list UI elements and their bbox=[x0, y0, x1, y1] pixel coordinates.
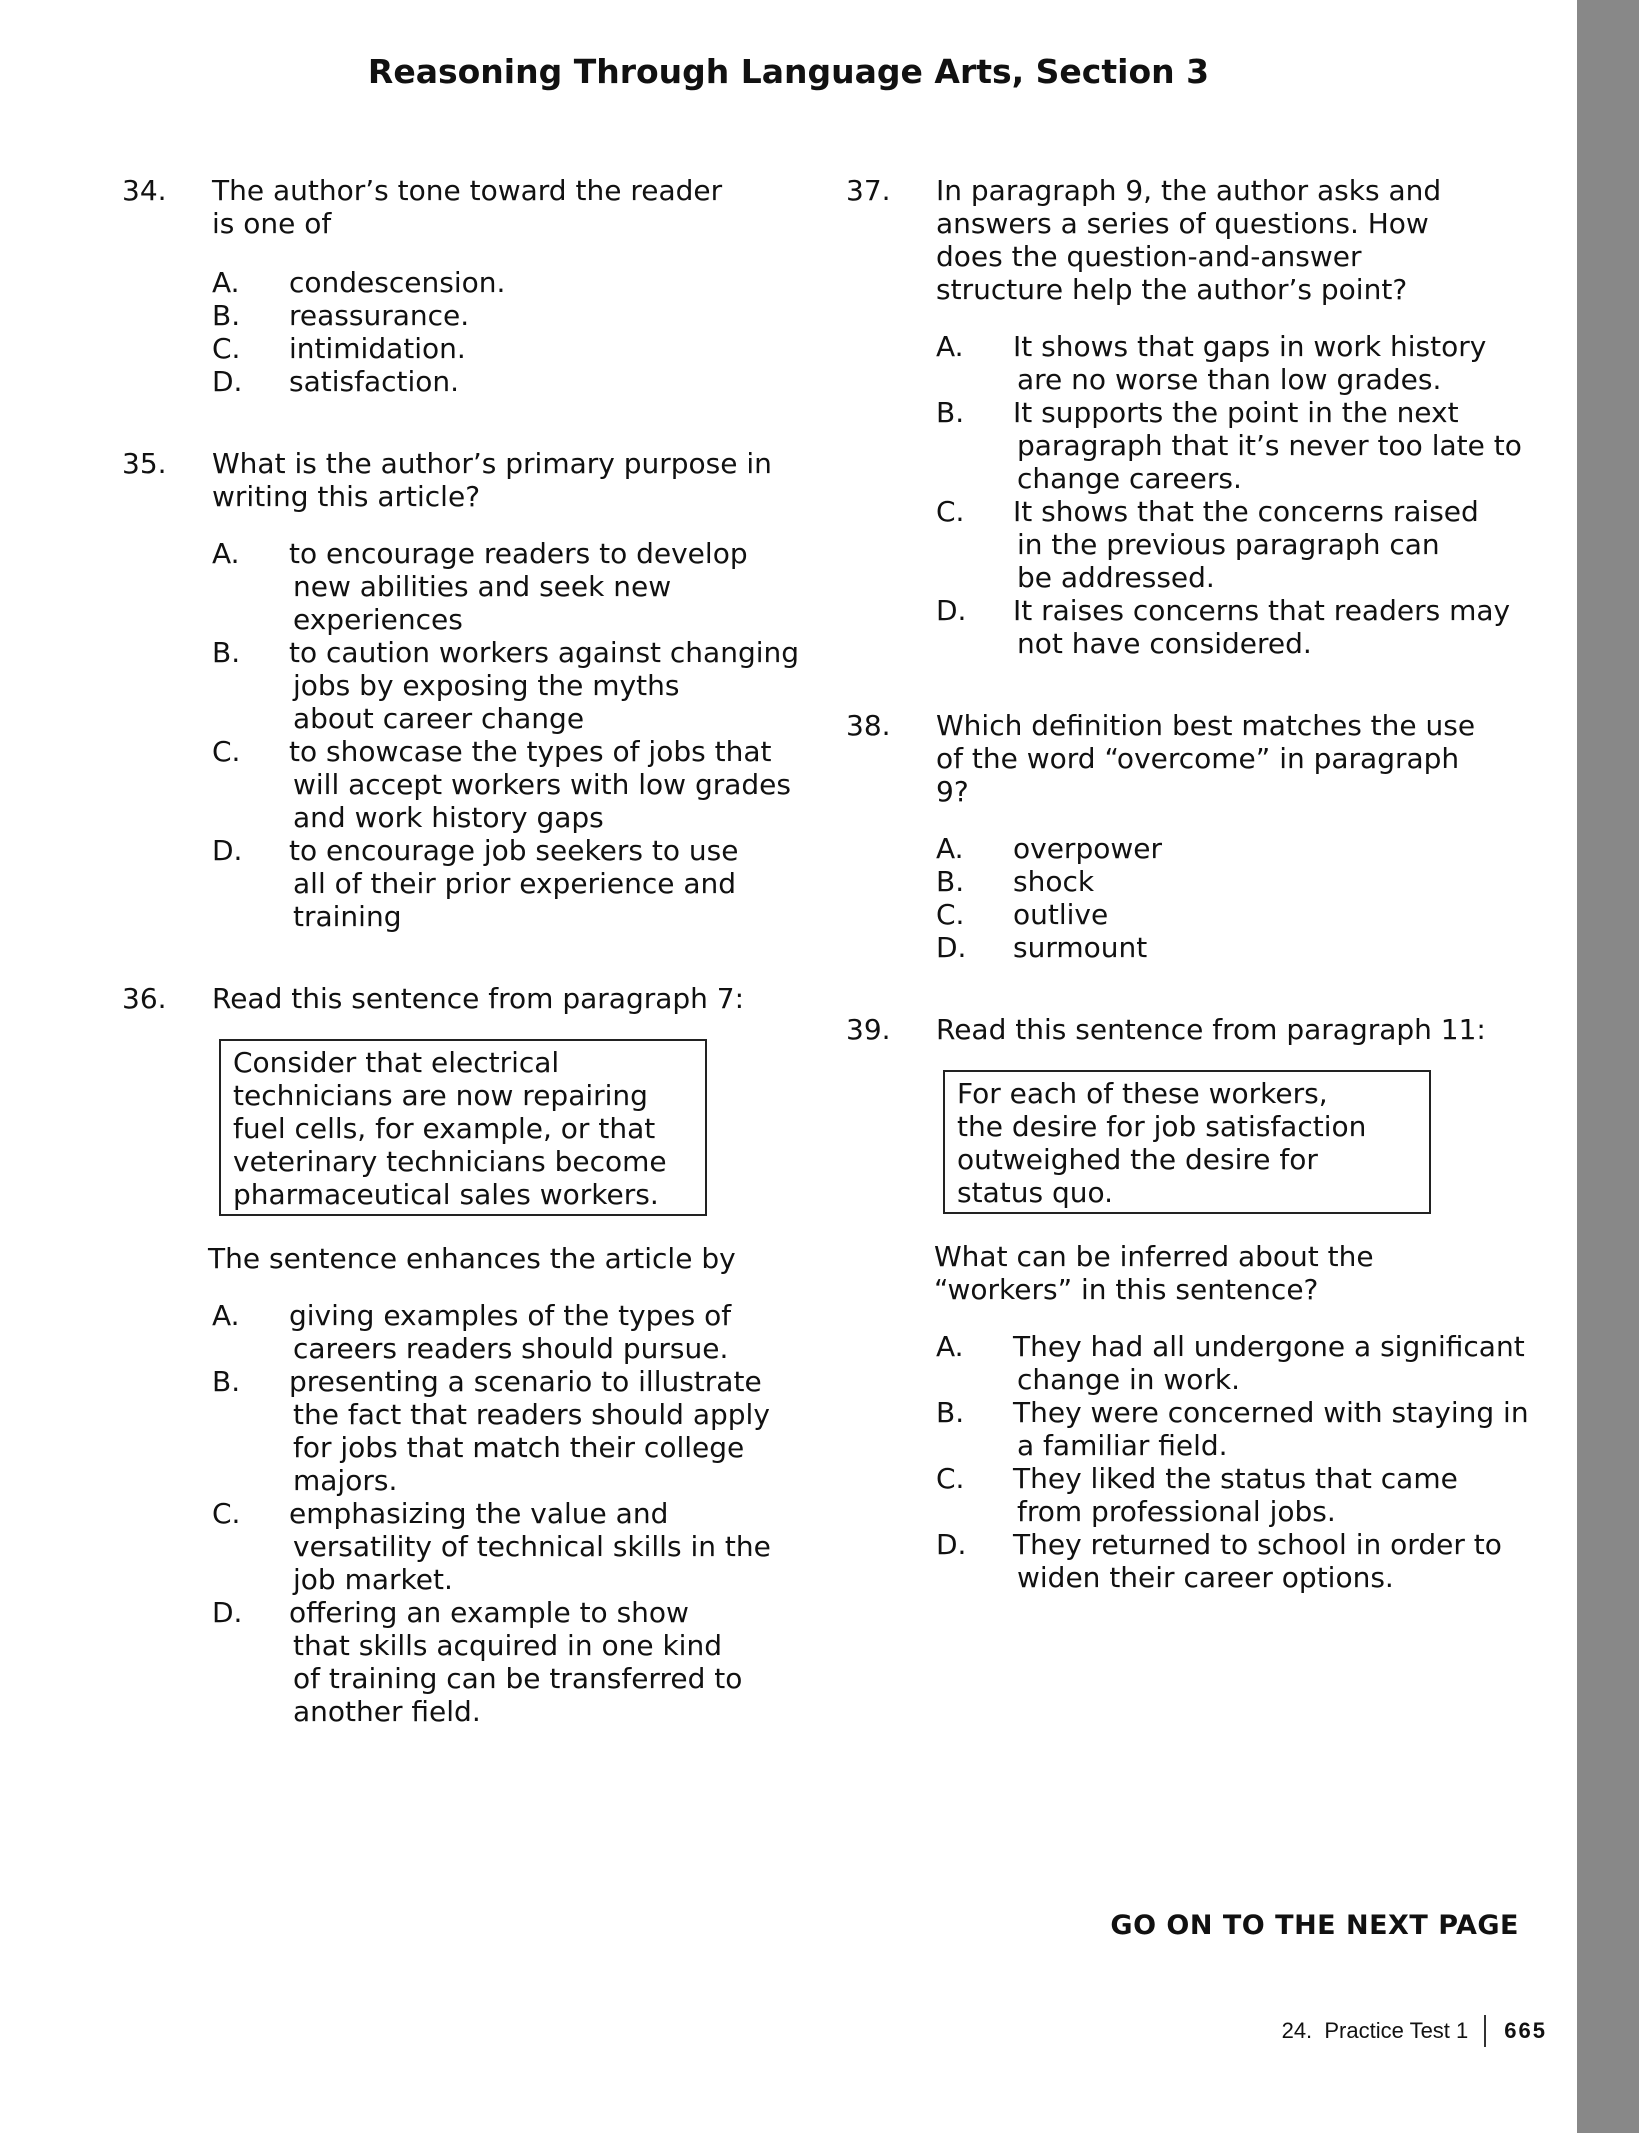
left-column bbox=[122, 174, 802, 1728]
option-text: It supports the point in the next paragraph that it’s never too late to change careers. bbox=[1013, 396, 1522, 495]
option-d[interactable] bbox=[936, 594, 1536, 660]
option-b[interactable] bbox=[212, 299, 802, 332]
page-number: 665 bbox=[1504, 2018, 1547, 2043]
option-letter: A. bbox=[936, 1330, 964, 1363]
option-text: to encourage job seekers to use all of their prior experience and training bbox=[289, 834, 739, 933]
option-text: They were concerned with staying in a familiar field. bbox=[1013, 1396, 1529, 1462]
question-35 bbox=[122, 447, 802, 933]
option-c[interactable] bbox=[212, 332, 802, 365]
option-letter: C. bbox=[936, 495, 965, 528]
option-letter: B. bbox=[212, 1365, 241, 1398]
question-stem: Read this sentence from paragraph 7: bbox=[212, 982, 745, 1015]
question-39 bbox=[846, 1013, 1529, 1594]
option-text: It raises concerns that readers may not have considered. bbox=[1013, 594, 1511, 660]
options-list bbox=[212, 537, 812, 933]
question-number: 38. bbox=[846, 709, 891, 742]
quoted-sentence: For each of these workers, the desire for job satisfaction outweighed the desire for status quo. bbox=[957, 1077, 1367, 1209]
option-a[interactable] bbox=[936, 330, 1536, 396]
option-text: It shows that the concerns raised in the previous paragraph can be addressed. bbox=[1013, 495, 1479, 594]
option-b[interactable] bbox=[212, 1365, 812, 1497]
option-text: to showcase the types of jobs that will accept workers with low grades and work history gaps bbox=[289, 735, 791, 834]
options-list bbox=[936, 1330, 1536, 1594]
option-text: to encourage readers to develop new abilities and seek new experiences bbox=[289, 537, 748, 636]
option-text: They liked the status that came from professional jobs. bbox=[1013, 1462, 1458, 1528]
question-37 bbox=[846, 174, 1526, 660]
option-letter: B. bbox=[936, 865, 965, 898]
option-letter: A. bbox=[212, 1299, 240, 1332]
option-letter: D. bbox=[936, 931, 967, 964]
quoted-sentence-box bbox=[943, 1070, 1431, 1214]
footer-divider bbox=[1484, 2015, 1486, 2047]
option-c[interactable] bbox=[936, 1462, 1536, 1528]
options-list bbox=[936, 832, 1526, 964]
option-text: offering an example to show that skills acquired in one kind of training can be transferred to another field. bbox=[289, 1596, 743, 1728]
option-letter: B. bbox=[212, 636, 241, 669]
question-number: 35. bbox=[122, 447, 167, 480]
option-letter: C. bbox=[936, 1462, 965, 1495]
option-text: shock bbox=[1013, 865, 1095, 898]
option-letter: C. bbox=[936, 898, 965, 931]
options-list bbox=[936, 330, 1536, 660]
options-list bbox=[212, 1299, 812, 1728]
option-letter: D. bbox=[212, 365, 243, 398]
question-number: 36. bbox=[122, 982, 167, 1015]
option-letter: A. bbox=[212, 537, 240, 570]
option-letter: C. bbox=[212, 1497, 241, 1530]
option-b[interactable] bbox=[212, 636, 812, 735]
page-title: Reasoning Through Language Arts, Section 3 bbox=[367, 52, 1210, 91]
option-a[interactable] bbox=[212, 266, 802, 299]
question-38 bbox=[846, 709, 1526, 964]
option-c[interactable] bbox=[212, 735, 812, 834]
option-text: They had all undergone a significant change in work. bbox=[1013, 1330, 1525, 1396]
question-stem: What is the author’s primary purpose in writing this article? bbox=[212, 447, 772, 513]
option-text: presenting a scenario to illustrate the fact that readers should apply for jobs that match their college majors. bbox=[289, 1365, 770, 1497]
option-letter: B. bbox=[936, 1396, 965, 1429]
question-lead: The sentence enhances the article by bbox=[208, 1242, 736, 1275]
option-c[interactable] bbox=[936, 495, 1536, 594]
question-stem: Which definition best matches the use of the word “overcome” in paragraph 9? bbox=[936, 709, 1476, 808]
option-d[interactable] bbox=[936, 1528, 1536, 1594]
option-text: reassurance. bbox=[289, 299, 470, 332]
option-text: It shows that gaps in work history are no worse than low grades. bbox=[1013, 330, 1487, 396]
option-a[interactable] bbox=[212, 537, 812, 636]
quoted-sentence: Consider that electrical technicians are now repairing fuel cells, for example, or that veterinary technicians become pharmaceutical sales workers. bbox=[233, 1046, 667, 1211]
option-letter: A. bbox=[212, 266, 240, 299]
option-b[interactable] bbox=[936, 1396, 1536, 1462]
question-34 bbox=[122, 174, 802, 398]
option-text: condescension. bbox=[289, 266, 506, 299]
quoted-sentence-box bbox=[219, 1039, 707, 1216]
option-d[interactable] bbox=[212, 834, 812, 933]
option-a[interactable] bbox=[936, 1330, 1536, 1396]
option-text: overpower bbox=[1013, 832, 1162, 865]
option-letter: B. bbox=[212, 299, 241, 332]
option-text: outlive bbox=[1013, 898, 1109, 931]
option-d[interactable] bbox=[212, 1596, 812, 1728]
option-text: giving examples of the types of careers readers should pursue. bbox=[289, 1299, 732, 1365]
option-letter: D. bbox=[936, 594, 967, 627]
question-stem: In paragraph 9, the author asks and answers a series of questions. How does the question-and-answer structure help the author’s point? bbox=[936, 174, 1442, 306]
question-number: 39. bbox=[846, 1013, 891, 1046]
option-c[interactable] bbox=[936, 898, 1526, 931]
option-letter: A. bbox=[936, 330, 964, 363]
question-number: 34. bbox=[122, 174, 167, 207]
option-text: satisfaction. bbox=[289, 365, 460, 398]
option-letter: C. bbox=[212, 735, 241, 768]
question-stem: The author’s tone toward the reader is one of bbox=[212, 174, 723, 240]
option-c[interactable] bbox=[212, 1497, 812, 1596]
question-number: 37. bbox=[846, 174, 891, 207]
option-text: surmount bbox=[1013, 931, 1148, 964]
question-lead: What can be inferred about the “workers” in this sentence? bbox=[934, 1240, 1374, 1306]
option-letter: A. bbox=[936, 832, 964, 865]
option-text: to caution workers against changing jobs by exposing the myths about career change bbox=[289, 636, 800, 735]
option-d[interactable] bbox=[212, 365, 802, 398]
option-letter: C. bbox=[212, 332, 241, 365]
page-footer bbox=[1282, 2015, 1547, 2047]
option-text: They returned to school in order to widen their career options. bbox=[1013, 1528, 1502, 1594]
option-b[interactable] bbox=[936, 865, 1526, 898]
next-page-notice: GO ON TO THE NEXT PAGE bbox=[1110, 1910, 1519, 1941]
option-a[interactable] bbox=[936, 832, 1526, 865]
side-band bbox=[1577, 0, 1639, 2133]
footer-chapter: 24. Practice Test 1 bbox=[1281, 2018, 1469, 2043]
options-list bbox=[212, 266, 802, 398]
option-letter: D. bbox=[212, 834, 243, 867]
question-36 bbox=[122, 982, 802, 1728]
option-d[interactable] bbox=[936, 931, 1526, 964]
option-text: intimidation. bbox=[289, 332, 466, 365]
option-b[interactable] bbox=[936, 396, 1536, 495]
option-text: emphasizing the value and versatility of technical skills in the job market. bbox=[289, 1497, 771, 1596]
right-column bbox=[846, 174, 1529, 1594]
option-letter: D. bbox=[212, 1596, 243, 1629]
question-stem: Read this sentence from paragraph 11: bbox=[936, 1013, 1486, 1046]
option-a[interactable] bbox=[212, 1299, 812, 1365]
option-letter: B. bbox=[936, 396, 965, 429]
option-letter: D. bbox=[936, 1528, 967, 1561]
